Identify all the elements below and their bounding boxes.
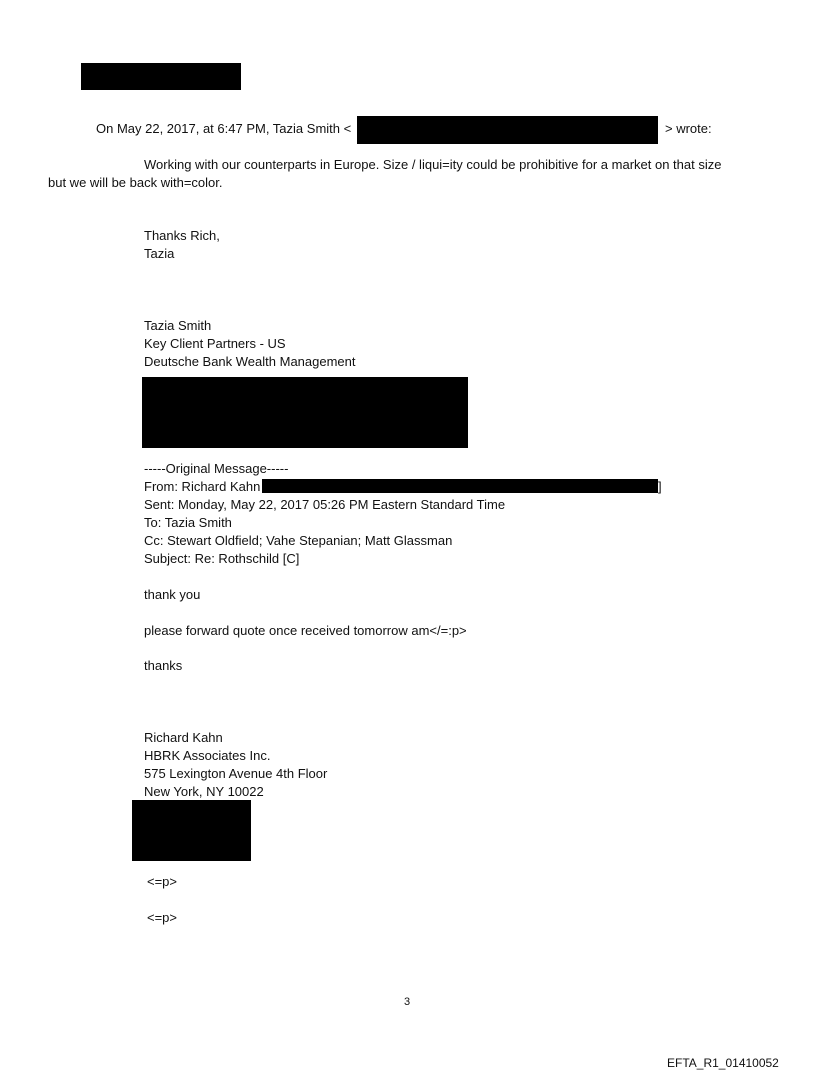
- sender-address-2: New York, NY 10022: [144, 784, 264, 799]
- original-message-divider: -----Original Message-----: [144, 461, 289, 476]
- reply-header-suffix: > wrote:: [665, 121, 712, 136]
- redaction-email: [357, 116, 658, 144]
- original-cc: Cc: Stewart Oldfield; Vahe Stepanian; Matt Glassman: [144, 533, 453, 548]
- reply-header-prefix: On May 22, 2017, at 6:47 PM, Tazia Smith <: [96, 121, 352, 136]
- sender-address-1: 575 Lexington Avenue 4th Floor: [144, 766, 328, 781]
- signature-company: Deutsche Bank Wealth Management: [144, 354, 356, 369]
- document-id: EFTA_R1_01410052: [667, 1056, 779, 1070]
- html-artifact-1: <=p>: [147, 874, 178, 889]
- original-from: From: Richard Kahn: [144, 479, 261, 494]
- body-line-2: but we will be back with=color.: [48, 175, 223, 190]
- sender-name: Richard Kahn: [144, 730, 223, 745]
- signature-name: Tazia Smith: [144, 318, 212, 333]
- page-number: 3: [404, 996, 411, 1008]
- reply-body-line-3: thanks: [144, 658, 183, 673]
- redaction-from-email: [262, 479, 658, 493]
- sender-company: HBRK Associates Inc.: [144, 748, 271, 763]
- redaction-signature-contact: [142, 377, 468, 448]
- closing-thanks: Thanks Rich,: [144, 228, 220, 243]
- original-sent: Sent: Monday, May 22, 2017 05:26 PM Eastern Standard Time: [144, 497, 506, 512]
- reply-body-line-1: thank you: [144, 587, 201, 602]
- original-from-bracket: ]: [658, 479, 662, 494]
- body-line-1: Working with our counterparts in Europe. Size / liqui=ity could be prohibitive for a market on that size: [144, 157, 722, 172]
- original-subject: Subject: Re: Rothschild [C]: [144, 551, 300, 566]
- redaction-sender-contact: [132, 800, 251, 861]
- closing-name: Tazia: [144, 246, 175, 261]
- original-to: To: Tazia Smith: [144, 515, 232, 530]
- signature-title: Key Client Partners - US: [144, 336, 286, 351]
- redaction-block-top: [81, 63, 241, 90]
- html-artifact-2: <=p>: [147, 910, 178, 925]
- reply-body-line-2: please forward quote once received tomorrow am</=:p>: [144, 623, 467, 638]
